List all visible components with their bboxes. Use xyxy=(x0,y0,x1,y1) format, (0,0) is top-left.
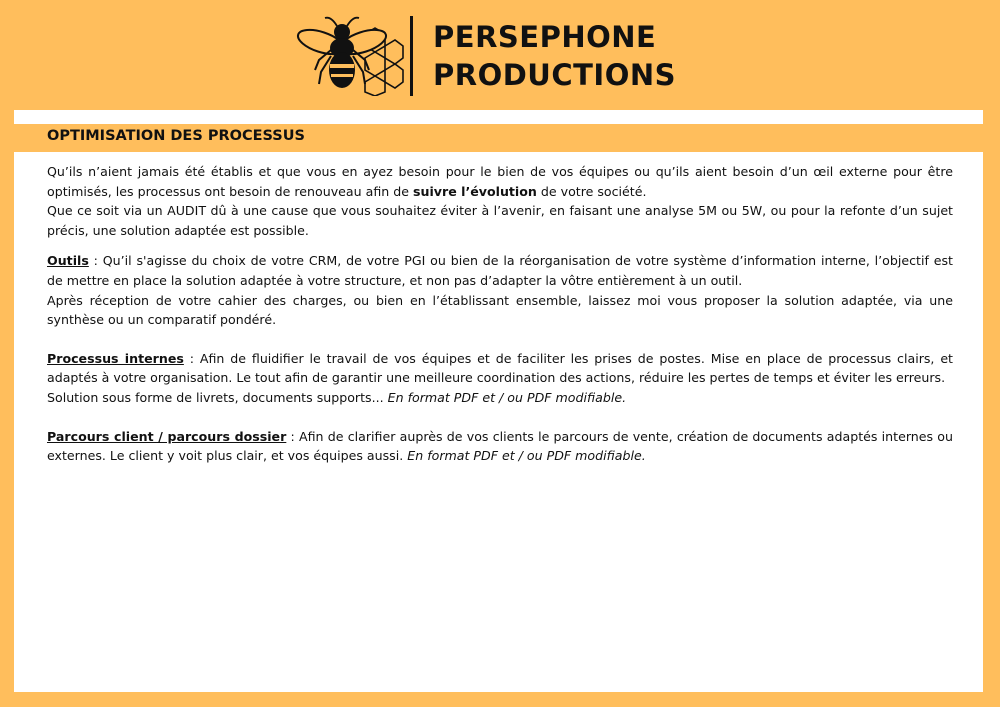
bee-honeycomb-icon xyxy=(293,14,405,96)
brand-line-2: PRODUCTIONS xyxy=(433,58,677,92)
outils-paragraph-1 xyxy=(47,251,953,290)
title-band xyxy=(14,110,983,124)
parcours-format-text: En format PDF et / ou PDF modifiable. xyxy=(407,448,646,464)
processus-label: Processus internes xyxy=(47,350,184,366)
processus-text: : Afin de fluidifier le travail de vos équipes et de faciliter les prises de postes. Mise en place de processus clairs, et adaptés à votre organisation. Le tout afin de garantir une meilleure coordination des actions, réduire les pertes de temps et éviter les erreurs. xyxy=(47,350,953,386)
body-text xyxy=(47,162,953,466)
intro-text: Qu’ils n’aient jamais été établis et que vous en ayez besoin pour le bien de vos équipes ou qu’ils aient besoin d’un œil externe pour être optimisés, les processus ont besoin de renouveau afin de xyxy=(47,164,953,199)
parcours-label: Parcours client / parcours dossier xyxy=(47,428,287,444)
processus-format-text: En format PDF et / ou PDF modifiable. xyxy=(387,389,627,405)
parcours-text: : Afin de clarifier auprès de vos clients le parcours de vente, création de documents adaptés internes ou externes. Le client y voit plus clair, et vos équipes aussi. xyxy=(47,428,953,464)
processus-paragraph-2 xyxy=(47,388,953,408)
intro-bold-text: suivre l’évolution xyxy=(413,183,537,199)
outils-paragraph-2: Après réception de votre cahier des charges, ou bien en l’établissant ensemble, laissez moi vous proposer la solution adaptée, via une synthèse ou un comparatif pondéré. xyxy=(47,292,953,328)
parcours-paragraph xyxy=(47,427,953,466)
processus-paragraph-1 xyxy=(47,349,953,388)
brand-line-1: PERSEPHONE xyxy=(433,20,657,54)
content-panel xyxy=(14,152,983,692)
intro-paragraph-1 xyxy=(47,162,953,201)
outils-label: Outils xyxy=(47,253,89,269)
intro-paragraph-2: Que ce soit via un AUDIT dû à une cause que vous souhaitez éviter à l’avenir, en faisant une analyse 5M ou 5W, ou pour la refonte d’un sujet précis, une solution adaptée est possible. xyxy=(47,203,953,238)
section-title: OPTIMISATION DES PROCESSUS xyxy=(47,128,305,144)
outils-text: : Qu’il s'agisse du choix de votre CRM, de votre PGI ou bien de la réorganisation de votre système d’information interne, l’objectif est de mettre en place la solution adaptée à votre structure, et non pas d’adapter la vôtre entièrement à un outil. xyxy=(47,253,953,288)
header xyxy=(0,0,1000,108)
intro-text-end: de votre société. xyxy=(536,183,647,199)
brand-name xyxy=(433,18,676,94)
processus-solution-text: Solution sous forme de livrets, documents supports... xyxy=(47,389,388,405)
logo-divider xyxy=(410,16,413,96)
